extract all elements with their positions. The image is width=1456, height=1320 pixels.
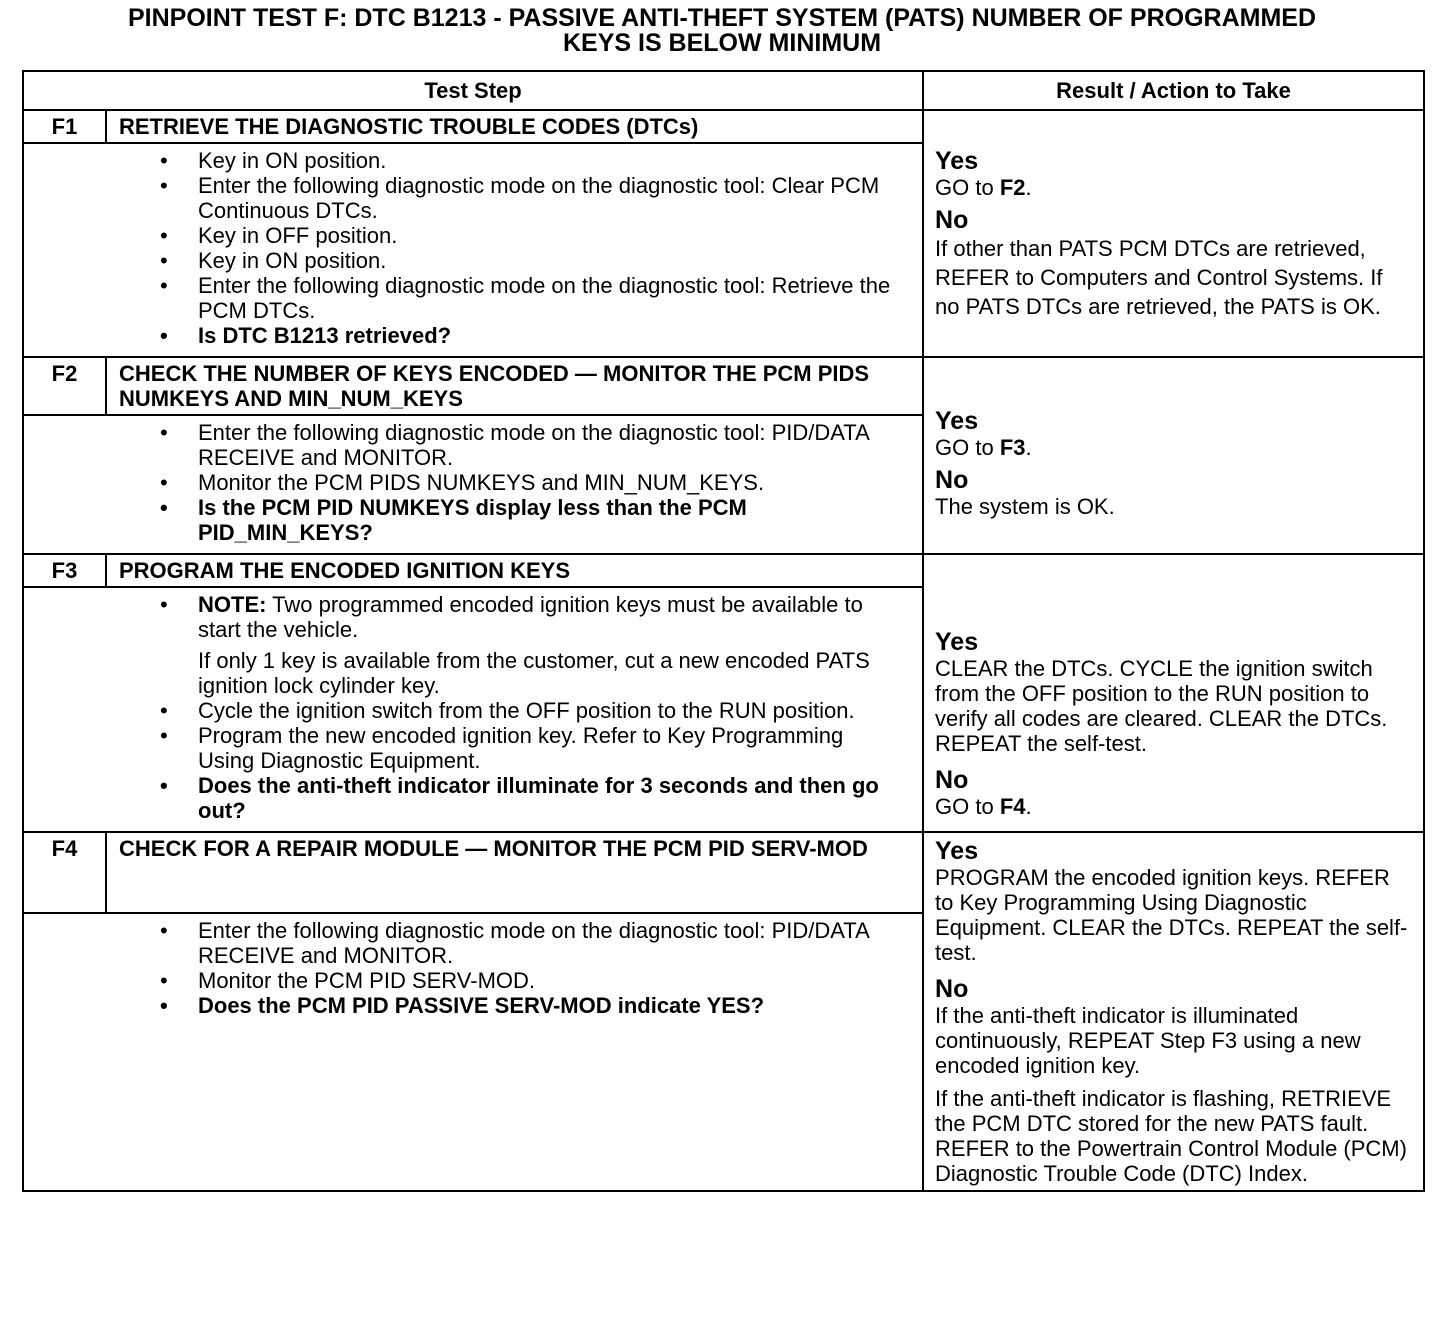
list-item: • Enter the following diagnostic mode on the diagnostic tool: Retrieve the PCM DTCs. <box>198 273 902 323</box>
list-item: • Enter the following diagnostic mode on the diagnostic tool: PID/DATA RECEIVE and MONITOR. <box>198 918 902 968</box>
step-f4-title: CHECK FOR A REPAIR MODULE — MONITOR THE PCM PID SERV-MOD <box>106 832 923 913</box>
list-item: • Enter the following diagnostic mode on the diagnostic tool: PID/DATA RECEIVE and MONITOR. <box>198 420 902 470</box>
step-f3-list <box>198 592 902 823</box>
list-item: • Key in ON position. <box>198 148 902 173</box>
step-f2-id: F2 <box>23 357 106 415</box>
step-f3-title-row <box>23 554 1424 587</box>
step-f4-no-text-2: If the anti-theft indicator is flashing, RETRIEVE the PCM DTC stored for the new PATS fault. REFER to the Powertrain Control Module (PCM) Diagnostic Trouble Code (DTC) Index. <box>935 1086 1407 1186</box>
step-f2-result <box>923 357 1424 554</box>
step-f2-title-row <box>23 357 1424 415</box>
list-item: • Program the new encoded ignition key. Refer to Key Programming Using Diagnostic Equipment. <box>198 723 902 773</box>
step-f3-no-label: No <box>935 765 969 794</box>
step-f3-result <box>923 554 1424 832</box>
step-f1-yes-label: Yes <box>935 146 979 175</box>
step-f1-title-row <box>23 110 1424 143</box>
step-f2-yes-text: GO to F3. <box>935 434 1032 460</box>
step-f1-result <box>923 110 1424 357</box>
step-f4-list <box>198 918 902 1018</box>
step-f3-question: • Does the anti-theft indicator illuminate for 3 seconds and then go out? <box>198 773 902 823</box>
step-f2-question: • Is the PCM PID NUMKEYS display less than the PCM PID_MIN_KEYS? <box>198 495 902 545</box>
step-f4-id: F4 <box>23 832 106 913</box>
step-f2-content <box>106 415 923 554</box>
header-test-step: Test Step <box>23 71 923 110</box>
title-line-1: PINPOINT TEST F: DTC B1213 - PASSIVE ANTI-THEFT SYSTEM (PATS) NUMBER OF PROGRAMMED <box>127 4 1316 32</box>
step-f4-no-label: No <box>935 975 969 1003</box>
step-f1-title: RETRIEVE THE DIAGNOSTIC TROUBLE CODES (DTCs) <box>106 110 923 143</box>
header-row <box>23 71 1424 110</box>
step-f1-no-text: If other than PATS PCM DTCs are retrieved, REFER to Computers and Control Systems. If no PATS DTCs are retrieved, the PATS is OK. <box>935 235 1383 319</box>
header-result: Result / Action to Take <box>923 71 1424 110</box>
step-f2-title: CHECK THE NUMBER OF KEYS ENCODED — MONITOR THE PCM PIDS NUMKEYS AND MIN_NUM_KEYS <box>106 357 923 415</box>
page-title <box>22 6 1422 56</box>
step-f1-yes-text: GO to F2. <box>935 174 1032 200</box>
list-item: • Key in ON position. <box>198 248 902 273</box>
list-item: • Enter the following diagnostic mode on the diagnostic tool: Clear PCM Continuous DTCs. <box>198 173 902 223</box>
step-f1-id: F1 <box>23 110 106 143</box>
step-f3-yes-text: CLEAR the DTCs. CYCLE the ignition switch from the OFF position to the RUN position to verify all codes are cleared. CLEAR the DTCs. REPEAT the self-test. <box>935 655 1388 756</box>
note-text: Two programmed encoded ignition keys must be available to start the vehicle. <box>198 592 863 642</box>
list-item: • Monitor the PCM PID SERV-MOD. <box>198 968 902 993</box>
note-label: NOTE: <box>198 592 267 617</box>
step-f4-question: • Does the PCM PID PASSIVE SERV-MOD indicate YES? <box>198 993 902 1018</box>
step-f3-content <box>106 587 923 832</box>
step-f2-yes-label: Yes <box>935 406 979 435</box>
step-f3-id: F3 <box>23 554 106 587</box>
step-f1-no-label: No <box>935 205 969 234</box>
title-line-2: KEYS IS BELOW MINIMUM <box>562 29 882 57</box>
list-item: • Monitor the PCM PIDS NUMKEYS and MIN_NUM_KEYS. <box>198 470 902 495</box>
step-f2-list <box>198 420 902 545</box>
step-f4-yes-text: PROGRAM the encoded ignition keys. REFER to Key Programming Using Diagnostic Equipment. CLEAR the DTCs. REPEAT the self-test. <box>935 865 1408 965</box>
step-f1-content <box>106 143 923 357</box>
pinpoint-test-table <box>22 70 1425 1192</box>
step-f4-result <box>923 832 1424 1191</box>
step-f3-title: PROGRAM THE ENCODED IGNITION KEYS <box>106 554 923 587</box>
step-f4-no-text-1: If the anti-theft indicator is illuminated continuously, REPEAT Step F3 using a new encoded ignition key. <box>935 1003 1361 1078</box>
step-f2-no-label: No <box>935 465 969 494</box>
step-f3-no-text: GO to F4. <box>935 793 1032 819</box>
step-f3-yes-label: Yes <box>935 627 979 656</box>
step-f1-question: • Is DTC B1213 retrieved? <box>198 323 902 348</box>
step-f2-no-text: The system is OK. <box>935 493 1115 519</box>
step-f1-list <box>198 148 902 348</box>
note-subtext: If only 1 key is available from the customer, cut a new encoded PATS ignition lock cylinder key. <box>198 648 870 698</box>
step-f4-title-row <box>23 832 1424 913</box>
step-f4-content <box>106 913 923 1191</box>
list-item: • Key in OFF position. <box>198 223 902 248</box>
step-f4-yes-label: Yes <box>935 837 979 865</box>
list-item: • Cycle the ignition switch from the OFF position to the RUN position. <box>198 698 902 723</box>
step-f3-note <box>198 592 902 698</box>
